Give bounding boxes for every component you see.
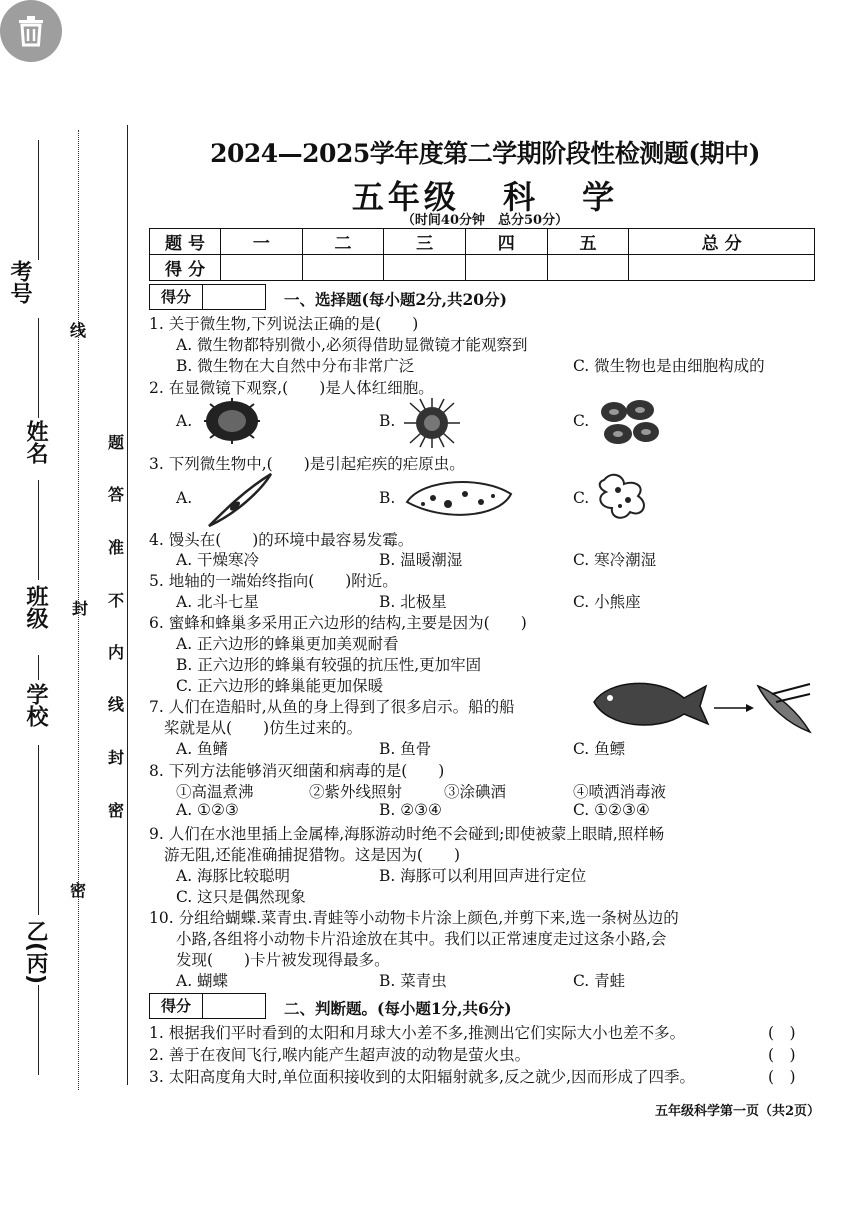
q2-option-a: A. [176,412,193,430]
seal-char: 封 [108,748,125,767]
q10-option-c: C. 青蛙 [573,972,626,990]
score-cell[interactable] [465,255,547,281]
seal-char: 准 [108,538,125,557]
score-cell[interactable] [221,255,303,281]
judgment-question-1: 1. 根据我们平时看到的太阳和月球大小差不多,推测出它们实际大小也差不多。 [149,1024,686,1042]
table-cell: 四 [465,229,547,255]
time-info: （时间40分钟 总分50分） [401,213,569,228]
q1-option-c: C. 微生物也是由细胞构成的 [573,357,765,375]
q8-item-4: ④喷洒消毒液 [573,783,667,801]
table-cell: 五 [547,229,629,255]
q9-option-b: B. 海豚可以利用回声进行定位 [379,867,587,885]
score-cell[interactable] [547,255,629,281]
q4-option-b: B. 温暖潮湿 [379,551,463,569]
field-class: 班级 [23,585,48,629]
exam-room-underline [38,985,39,1075]
q5-option-a: A. 北斗七星 [176,593,260,611]
question-10-line-1: 10. 分组给蝴蝶.菜青虫.青蛙等小动物卡片涂上颜色,并剪下来,选一条树丛边的 [149,909,679,927]
exam-title: 2024—2025学年度第二学期阶段性检测题(期中) [210,139,760,168]
trash-icon [16,15,46,47]
q8-option-a: A. ①②③ [176,801,239,819]
q8-item-1: ①高温煮沸 [176,783,254,801]
q8-item-2: ②紫外线照射 [309,783,403,801]
question-10-line-2: 小路,各组将小动物卡片沿途放在其中。我们以正常速度走过这条小路,会 [176,930,667,948]
q3-option-b: B. [379,489,396,507]
question-8: 8. 下列方法能够消灭细菌和病毒的是( ) [149,762,445,780]
q8-item-3: ③涂碘酒 [444,783,507,801]
q3-option-a: A. [176,489,193,507]
seal-char: 不 [108,591,125,610]
exam-number-underline [38,140,39,260]
q2-cell-image-b [402,398,462,448]
table-cell: 二 [302,229,384,255]
seal-char: 密 [70,881,87,900]
q4-option-a: A. 干燥寒冷 [176,551,260,569]
score-table-header-row [150,229,815,255]
binding-solid-line [127,125,128,1085]
field-name: 姓名 [23,420,48,464]
page-footer: 五年级科学第一页（共2页） [654,1104,820,1119]
school-underline [38,745,39,915]
section2-score-box [149,993,266,1019]
q2-cell-image-c [594,398,664,446]
subject-char: 学 [582,178,619,216]
q1-option-b: B. 微生物在大自然中分布非常广泛 [176,357,415,375]
question-7-line-1: 7. 人们在造船时,从鱼的身上得到了很多启示。船的船 [149,698,515,716]
question-7-line-2: 桨就是从( )仿生过来的。 [164,719,363,737]
answer-paren[interactable]: ( ) [768,1046,796,1064]
question-9-line-2: 游无阻,还能准确捕捉猎物。这是因为( ) [164,846,461,864]
question-4: 4. 馒头在( )的环境中最容易发霉。 [149,531,414,549]
q8-option-c: C. ①②③④ [573,801,650,819]
seal-char: 线 [108,695,125,714]
delete-button[interactable] [0,0,62,62]
table-cell: 得 分 [150,255,221,281]
q10-option-b: B. 菜青虫 [379,972,447,990]
score-cell[interactable] [629,255,815,281]
grade-label: 五年级 [351,178,460,216]
q2-option-b: B. [379,412,396,430]
score-cell[interactable] [384,255,466,281]
question-2: 2. 在显微镜下观察,( )是人体红细胞。 [149,379,434,397]
question-5: 5. 地轴的一端始终指向( )附近。 [149,572,398,590]
question-3: 3. 下列微生物中,( )是引起疟疾的疟原虫。 [149,455,465,473]
q1-option-a: A. 微生物都特别微小,必须得借助显微镜才能观察到 [176,336,528,354]
answer-paren[interactable]: ( ) [768,1068,796,1086]
q6-option-a: A. 正六边形的蜂巢更加美观耐看 [176,635,399,653]
seal-char: 内 [108,643,125,662]
q3-organism-image-a [205,470,275,530]
q9-option-a: A. 海豚比较聪明 [176,867,291,885]
judgment-question-2: 2. 善于在夜间飞行,喉内能产生超声波的动物是萤火虫。 [149,1046,531,1064]
score-table [149,228,815,281]
seal-char: 密 [108,801,125,820]
q9-option-c: C. 这只是偶然现象 [176,888,306,906]
table-cell: 题 号 [150,229,221,255]
field-exam-number: 考号 [7,260,32,304]
q2-option-c: C. [573,412,590,430]
q7-option-c: C. 鱼鳔 [573,740,626,758]
score-box-label: 得分 [150,285,203,309]
q5-option-b: B. 北极星 [379,593,447,611]
q3-organism-image-b [403,476,515,522]
field-exam-room: 乙(丙) [23,920,48,985]
field-school: 学校 [23,683,48,727]
q3-option-c: C. [573,489,590,507]
question-9-line-1: 9. 人们在水池里插上金属棒,海豚游动时绝不会碰到;即使被蒙上眼睛,照样畅 [149,825,665,843]
seal-char: 线 [70,321,87,340]
score-cell[interactable] [302,255,384,281]
table-cell: 总 分 [629,229,815,255]
table-cell: 一 [221,229,303,255]
q10-option-a: A. 蝴蝶 [176,972,229,990]
question-1: 1. 关于微生物,下列说法正确的是( ) [149,315,419,333]
q8-option-b: B. ②③④ [379,801,442,819]
seal-char: 封 [72,599,89,618]
section2-title: 二、判断题。(每小题1分,共6分) [284,999,512,1018]
score-box-blank[interactable] [203,994,265,1018]
q6-option-b: B. 正六边形的蜂巢有较强的抗压性,更加牢固 [176,656,482,674]
score-box-blank[interactable] [203,285,265,309]
answer-paren[interactable]: ( ) [768,1024,796,1042]
q7-option-b: B. 鱼骨 [379,740,432,758]
q2-cell-image-a [200,398,264,444]
question-10-line-3: 发现( )卡片被发现得最多。 [176,951,390,969]
q3-organism-image-c [594,466,654,526]
fish-to-boat-image [588,672,813,738]
q6-option-c: C. 正六边形的蜂巢能更加保暖 [176,677,384,695]
class-school-underline [38,655,39,680]
class-underline [38,480,39,580]
seal-char: 答 [108,485,125,504]
score-box-label: 得分 [150,994,203,1018]
subject-char: 科 [502,178,539,216]
q5-option-c: C. 小熊座 [573,593,641,611]
q4-option-c: C. 寒冷潮湿 [573,551,657,569]
name-underline [38,318,39,418]
seal-char: 题 [108,433,125,452]
question-6: 6. 蜜蜂和蜂巢多采用正六边形的结构,主要是因为( ) [149,614,527,632]
q7-option-a: A. 鱼鳍 [176,740,229,758]
judgment-question-3: 3. 太阳高度角大时,单位面积接收到的太阳辐射就多,反之就少,因而形成了四季。 [149,1068,695,1086]
table-cell: 三 [384,229,466,255]
section1-score-box [149,284,266,310]
score-table-score-row [150,255,815,281]
section1-title: 一、选择题(每小题2分,共20分) [284,290,507,309]
